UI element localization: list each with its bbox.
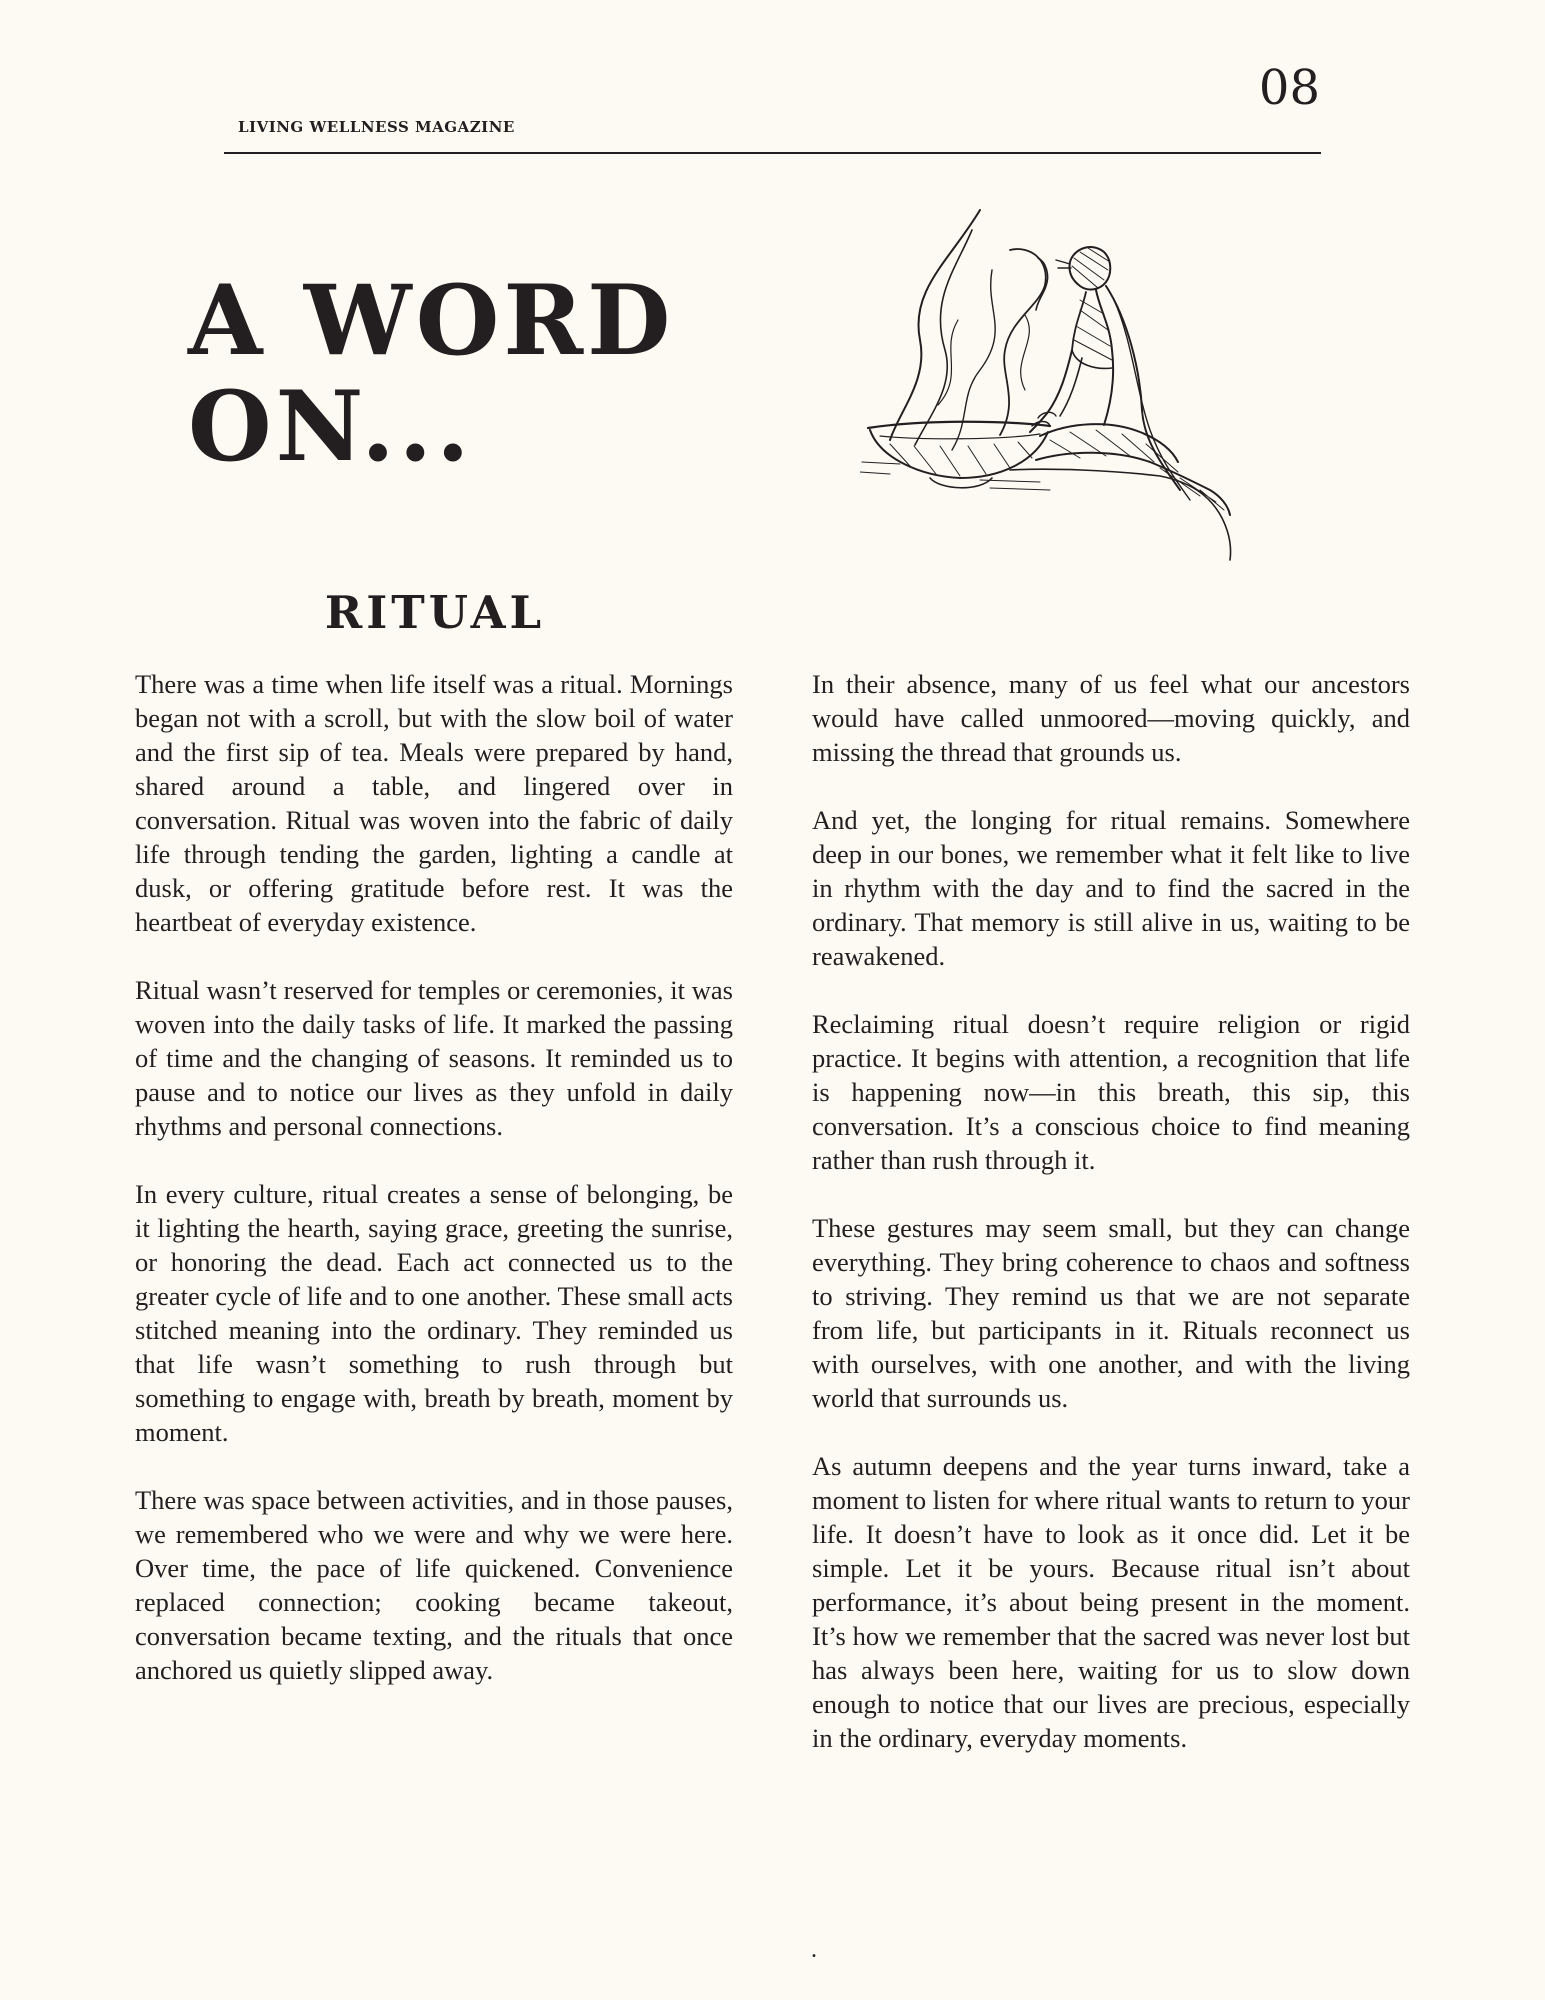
- paragraph: As autumn deepens and the year turns inward, take a moment to listen for where ritual wants to return to your life. It doesn’t have to look as it once did. Let it be simple. Let it be yours. Because ritual isn’t about performance, it’s about being present in the moment. It’s how we remember that the sacred was never lost but has always been here, waiting for us to slow down enough to notice that our lives are precious, especially in the ordinary, everyday moments.: [812, 1451, 1410, 1753]
- article-headline: [188, 264, 675, 483]
- paragraph: There was a time when life itself was a ritual. Mornings began not with a scroll, but with the slow boil of water and the first sip of tea. Meals were prepared by hand, shared around a table, and lingered over in conversation. Ritual was woven into the fabric of daily life through tending the garden, lighting a candle at dusk, or offering gratitude before rest. It was the heartbeat of everyday existence.: [135, 669, 733, 937]
- paragraph: And yet, the longing for ritual remains. Somewhere deep in our bones, we remember what it felt like to live in rhythm with the day and to find the sacred in the ordinary. That memory is still alive in us, waiting to be reawakened.: [812, 805, 1410, 971]
- headline-line-1: A WORD: [188, 264, 675, 377]
- article-right-column: [812, 667, 1410, 1789]
- page-number: 08: [1258, 60, 1320, 116]
- paragraph: In every culture, ritual creates a sense of belonging, be it lighting the hearth, saying grace, greeting the sunrise, or honoring the dead. Each act connected us to the greater cycle of life and to one another. These small acts stitched meaning into the ordinary. They reminded us that life wasn’t something to rush through but something to engage with, breath by breath, moment by moment.: [135, 1179, 733, 1447]
- ritual-sketch-icon: [860, 200, 1260, 575]
- paragraph: Reclaiming ritual doesn’t require religion or rigid practice. It begins with attention, a recognition that life is happening now—in this breath, this sip, this conversation. It’s a conscious choice to find meaning rather than rush through it.: [812, 1009, 1410, 1175]
- magazine-name: LIVING WELLNESS MAGAZINE: [238, 118, 515, 136]
- header-divider: [224, 152, 1321, 154]
- paragraph: In their absence, many of us feel what our ancestors would have called unmoored—moving quickly, and missing the thread that grounds us.: [812, 669, 1410, 767]
- headline-line-2: ON...: [188, 370, 474, 483]
- paragraph: Ritual wasn’t reserved for temples or ceremonies, it was woven into the daily tasks of life. It marked the passing of time and the changing of seasons. It reminded us to pause and to notice our lives as they unfold in daily rhythms and personal connections.: [135, 975, 733, 1141]
- paragraph: These gestures may seem small, but they can change everything. They bring coherence to chaos and softness to striving. They remind us that we are not separate from life, but participants in it. Rituals reconnect us with ourselves, with one another, and with the living world that surrounds us.: [812, 1213, 1410, 1413]
- paragraph: There was space between activities, and in those pauses, we remembered who we were and why we were here. Over time, the pace of life quickened. Convenience replaced connection; cooking became takeout, conversation became texting, and the rituals that once anchored us quietly slipped away.: [135, 1485, 733, 1685]
- article-subheading: RITUAL: [324, 586, 546, 639]
- footer-mark: .: [811, 1937, 817, 1963]
- article-left-column: [135, 667, 733, 1721]
